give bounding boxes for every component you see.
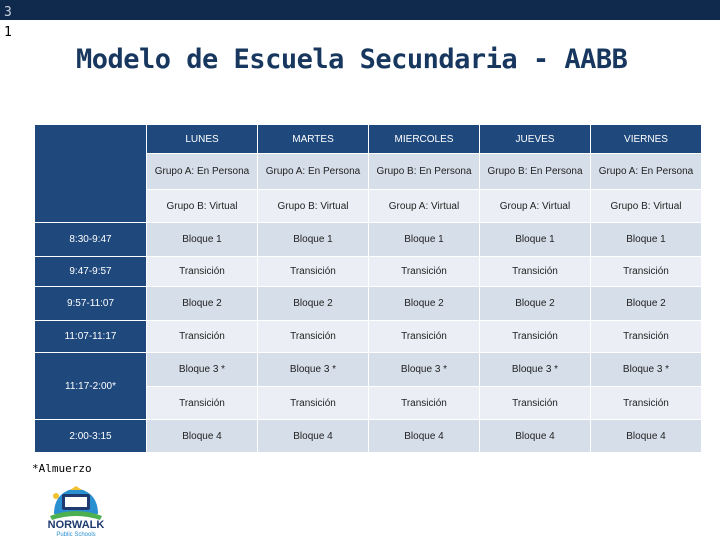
group-cell: Grupo B: En Persona xyxy=(369,154,480,190)
day-header: MIERCOLES xyxy=(369,125,480,154)
time-cell: 11:07-11:17 xyxy=(35,321,147,353)
block-cell: Bloque 2 xyxy=(369,287,480,321)
time-cell: 11:17-2:00* xyxy=(35,353,147,420)
table-row xyxy=(35,321,702,353)
norwalk-schools-logo xyxy=(40,480,112,538)
time-cell: 9:47-9:57 xyxy=(35,257,147,287)
block-cell: Bloque 1 xyxy=(147,223,258,257)
block-cell: Transición xyxy=(147,387,258,420)
block-cell: Bloque 3 * xyxy=(480,353,591,387)
table-row xyxy=(35,287,702,321)
block-cell: Transición xyxy=(591,257,702,287)
block-cell: Bloque 4 xyxy=(258,420,369,453)
block-cell: Bloque 4 xyxy=(480,420,591,453)
footnote: *Almuerzo xyxy=(32,462,92,475)
day-header: LUNES xyxy=(147,125,258,154)
slide-number-digit: 3 xyxy=(4,5,12,20)
block-cell: Bloque 1 xyxy=(591,223,702,257)
block-cell: Bloque 3 * xyxy=(147,353,258,387)
logo-subtitle: Public Schools xyxy=(56,532,96,538)
time-cell: 8:30-9:47 xyxy=(35,223,147,257)
time-cell: 2:00-3:15 xyxy=(35,420,147,453)
block-cell: Transición xyxy=(369,321,480,353)
block-cell: Transición xyxy=(480,321,591,353)
block-cell: Transición xyxy=(591,387,702,420)
block-cell: Bloque 2 xyxy=(480,287,591,321)
block-cell: Bloque 4 xyxy=(369,420,480,453)
block-cell: Bloque 2 xyxy=(591,287,702,321)
table-row xyxy=(35,257,702,287)
block-cell: Bloque 1 xyxy=(480,223,591,257)
block-cell: Transición xyxy=(147,321,258,353)
block-cell: Bloque 1 xyxy=(258,223,369,257)
group-cell: Group A: Virtual xyxy=(369,190,480,223)
block-cell: Transición xyxy=(147,257,258,287)
group-cell: Grupo B: Virtual xyxy=(147,190,258,223)
group-cell: Grupo B: Virtual xyxy=(258,190,369,223)
slide-number-digit: 1 xyxy=(4,25,12,40)
block-cell: Bloque 4 xyxy=(591,420,702,453)
block-cell: Bloque 2 xyxy=(147,287,258,321)
group-cell: Grupo B: Virtual xyxy=(591,190,702,223)
block-cell: Bloque 3 * xyxy=(369,353,480,387)
schedule-table xyxy=(34,124,702,453)
block-cell: Transición xyxy=(591,321,702,353)
block-cell: Bloque 4 xyxy=(147,420,258,453)
block-cell: Bloque 2 xyxy=(258,287,369,321)
block-cell: Transición xyxy=(369,387,480,420)
block-cell: Bloque 3 * xyxy=(258,353,369,387)
block-cell: Transición xyxy=(480,387,591,420)
block-cell: Transición xyxy=(258,321,369,353)
block-cell: Transición xyxy=(258,257,369,287)
time-cell: 9:57-11:07 xyxy=(35,287,147,321)
group-cell: Grupo A: En Persona xyxy=(258,154,369,190)
table-row xyxy=(35,353,702,387)
group-cell: Grupo B: En Persona xyxy=(480,154,591,190)
day-header: MARTES xyxy=(258,125,369,154)
block-cell: Transición xyxy=(258,387,369,420)
block-cell: Transición xyxy=(369,257,480,287)
group-cell: Group A: Virtual xyxy=(480,190,591,223)
day-header: VIERNES xyxy=(591,125,702,154)
page-title: Modelo de Escuela Secundaria - AABB xyxy=(76,44,628,75)
table-row xyxy=(35,420,702,453)
table-row xyxy=(35,125,702,154)
top-header-bar xyxy=(0,0,720,20)
group-cell: Grupo A: En Persona xyxy=(591,154,702,190)
corner-cell xyxy=(35,125,147,223)
block-cell: Bloque 1 xyxy=(369,223,480,257)
day-header: JUEVES xyxy=(480,125,591,154)
block-cell: Transición xyxy=(480,257,591,287)
logo-name: NORWALK xyxy=(47,519,105,531)
slide-number xyxy=(4,3,12,43)
block-cell: Bloque 3 * xyxy=(591,353,702,387)
group-cell: Grupo A: En Persona xyxy=(147,154,258,190)
table-row xyxy=(35,223,702,257)
